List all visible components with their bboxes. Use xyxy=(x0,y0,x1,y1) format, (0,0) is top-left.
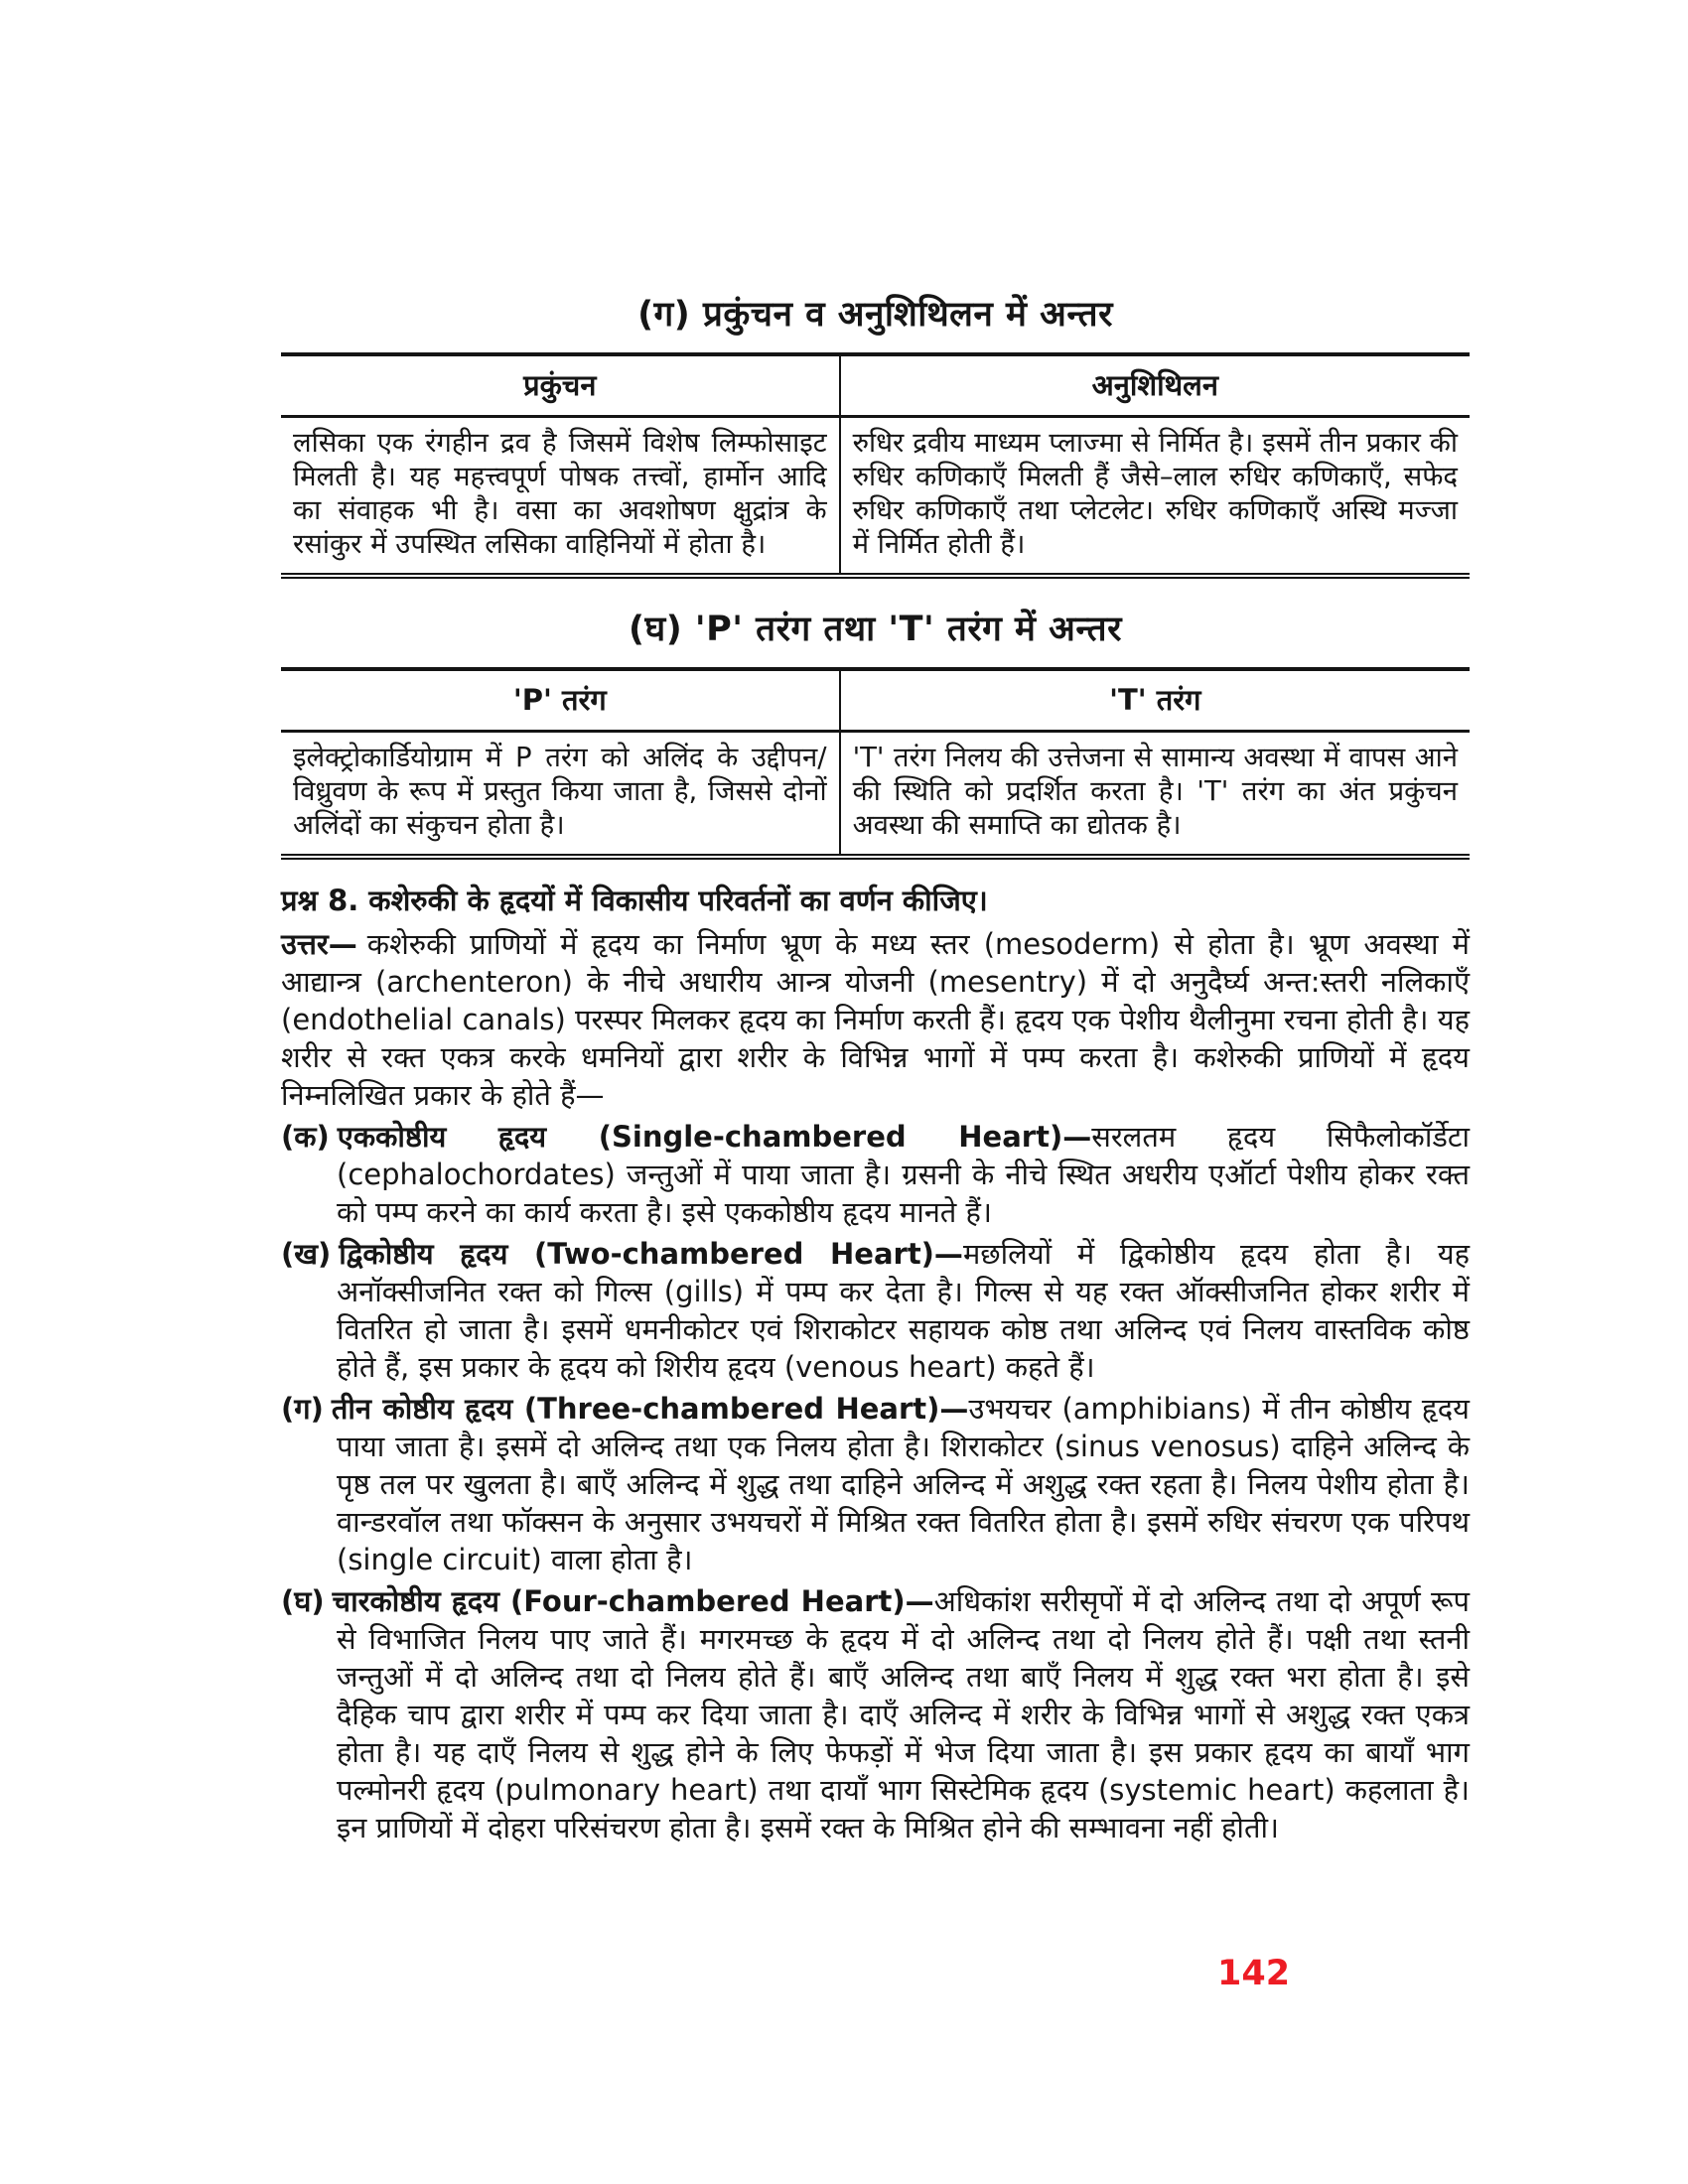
table1-col2-header: अनुशिथिलन xyxy=(840,354,1470,417)
item-title: द्विकोष्ठीय हृदय (Two-chambered Heart)— xyxy=(339,1237,963,1271)
item-label: (घ) xyxy=(281,1584,325,1618)
answer-intro-text: कशेरुकी प्राणियों में हृदय का निर्माण भ्रूण के मध्य स्तर (mesoderm) से होता है। भ्रूण अवस्था में आद्यान्त्र (archenteron) के नीचे अधारीय आन्त्र योजनी (mesentry) में दो अनुदैर्घ्य अन्त:स्तरी नलिकाएँ (endothelial canals) परस्पर मिलकर हृदय का निर्माण करती हैं। हृदय एक पेशीय थैलीनुमा रचना होती है। यह शरीर से रक्त एकत्र करके धमनियों द्वारा शरीर के विभिन्न भागों में पम्प करता है। कशेरुकी प्राणियों में हृदय निम्नलिखित प्रकार के होते हैं— xyxy=(281,927,1470,1112)
item-label: (ग) xyxy=(281,1392,324,1426)
table2-col2-header: 'T' तरंग xyxy=(840,669,1470,732)
answer-item-four-chambered xyxy=(281,1582,1470,1846)
table-row xyxy=(281,417,1470,577)
table1-col1-header: प्रकुंचन xyxy=(281,354,840,417)
systole-diastole-table xyxy=(281,352,1470,579)
answer-intro-paragraph xyxy=(281,925,1470,1114)
table-header-row xyxy=(281,354,1470,417)
table2-col1-cell: इलेक्ट्रोकार्डियोग्राम में P तरंग को अलिंद के उद्दीपन/विध्रुवण के रूप में प्रस्तुत किया जाता है, जिससे दोनों अलिंदों का संकुचन होता है। xyxy=(293,742,827,841)
item-title: एककोष्ठीय हृदय (Single-chambered Heart)— xyxy=(337,1120,1092,1154)
item-label: (ख) xyxy=(281,1237,332,1271)
p-wave-t-wave-table xyxy=(281,667,1470,860)
item-label: (क) xyxy=(281,1120,330,1154)
item-text: मछलियों में द्विकोष्ठीय हृदय होता है। यह अनॉक्सीजनित रक्त को गिल्स (gills) में पम्प कर देता है। गिल्स से यह रक्त ऑक्सीजनित होकर शरीर में वितरित हो जाता है। इसमें धमनीकोटर एवं शिराकोटर सहायक कोष्ठ तथा अलिन्द एवं निलय वास्तविक कोष्ठ होते हैं, इस प्रकार के हृदय को शिरीय हृदय (venous heart) कहते हैं। xyxy=(337,1237,1470,1384)
item-text: अधिकांश सरीसृपों में दो अलिन्द तथा दो अपूर्ण रूप से विभाजित निलय पाए जाते हैं। मगरमच्छ के हृदय में दो अलिन्द तथा दो निलय होते हैं। पक्षी तथा स्तनी जन्तुओं में दो अलिन्द तथा दो निलय होते हैं। बाएँ अलिन्द तथा बाएँ निलय में शुद्ध रक्त भरा होता है। इसे दैहिक चाप द्वारा शरीर में पम्प कर दिया जाता है। दाएँ अलिन्द में शरीर के विभिन्न भागों से अशुद्ध रक्त एकत्र होता है। यह दाएँ निलय से शुद्ध होने के लिए फेफड़ों में भेज दिया जाता है। इस प्रकार हृदय का बायाँ भाग पल्मोनरी हृदय (pulmonary heart) तथा दायाँ भाग सिस्टेमिक हृदय (systemic heart) कहलाता है। इन प्राणियों में दोहरा परिसंचरण होता है। इसमें रक्त के मिश्रित होने की सम्भावना नहीं होती। xyxy=(337,1584,1470,1844)
item-text: सरलतम हृदय सिफैलोकॉर्डेटा (cephalochordates) जन्तुओं में पाया जाता है। ग्रसनी के नीचे स्थित अधरीय एऑर्टा पेशीय होकर रक्त को पम्प करने का कार्य करता है। इसे एककोष्ठीय हृदय मानते हैं। xyxy=(337,1120,1470,1229)
table-header-row xyxy=(281,669,1470,732)
answer-item-single-chambered xyxy=(281,1118,1470,1231)
page-number: 142 xyxy=(1217,1954,1291,1993)
item-title: तीन कोष्ठीय हृदय (Three-chambered Heart)— xyxy=(331,1392,969,1426)
page-content xyxy=(281,290,1470,1846)
table-row xyxy=(281,732,1470,858)
table2-col1-header: 'P' तरंग xyxy=(281,669,840,732)
question-label: प्रश्न 8. xyxy=(281,884,359,917)
table2-col2-cell: 'T' तरंग निलय की उत्तेजना से सामान्य अवस्था में वापस आने की स्थिति को प्रदर्शित करता है। 'T' तरंग का अंत प्रकुंचन अवस्था की समाप्ति का द्योतक है। xyxy=(840,732,1470,858)
question-text: कशेरुकी के हृदयों में विकासीय परिवर्तनों का वर्णन कीजिए। xyxy=(368,884,988,917)
answer-item-two-chambered xyxy=(281,1235,1470,1386)
item-title: चारकोष्ठीय हृदय (Four-chambered Heart)— xyxy=(332,1584,934,1618)
answer-label: उत्तर— xyxy=(281,927,357,961)
answer-item-three-chambered xyxy=(281,1390,1470,1578)
question-paragraph xyxy=(281,882,1470,919)
item-text: उभयचर (amphibians) में तीन कोष्ठीय हृदय पाया जाता है। इसमें दो अलिन्द तथा एक निलय होता है। शिराकोटर (sinus venosus) दाहिने अलिन्द के पृष्ठ तल पर खुलता है। बाएँ अलिन्द में शुद्ध तथा दाहिने अलिन्द में अशुद्ध रक्त रहता है। निलय पेशीय होता है। वान्डरवॉल तथा फॉक्सन के अनुसार उभयचरों में मिश्रित रक्त वितरित होता है। इसमें रुधिर संचरण एक परिपथ (single circuit) वाला होता है। xyxy=(337,1392,1471,1576)
table1-col2-cell: रुधिर द्रवीय माध्यम प्लाज्मा से निर्मित है। इसमें तीन प्रकार की रुधिर कणिकाएँ मिलती हैं जैसे–लाल रुधिर कणिकाएँ, सफेद रुधिर कणिकाएँ तथा प्लेटलेट। रुधिर कणिकाएँ अस्थि मज्जा में निर्मित होती हैं। xyxy=(840,417,1470,577)
table1-col1-cell: लसिका एक रंगहीन द्रव है जिसमें विशेष लिम्फोसाइट मिलती है। यह महत्त्वपूर्ण पोषक तत्त्वों, हार्मोन आदि का संवाहक भी है। वसा का अवशोषण क्षुद्रांत्र के रसांकुर में उपस्थित लसिका वाहिनियों में होता है। xyxy=(293,427,827,560)
section-gha-heading: (घ) 'P' तरंग तथा 'T' तरंग में अन्तर xyxy=(629,610,1122,649)
section-ga-heading: (ग) प्रकुंचन व अनुशिथिलन में अन्तर xyxy=(637,295,1113,335)
